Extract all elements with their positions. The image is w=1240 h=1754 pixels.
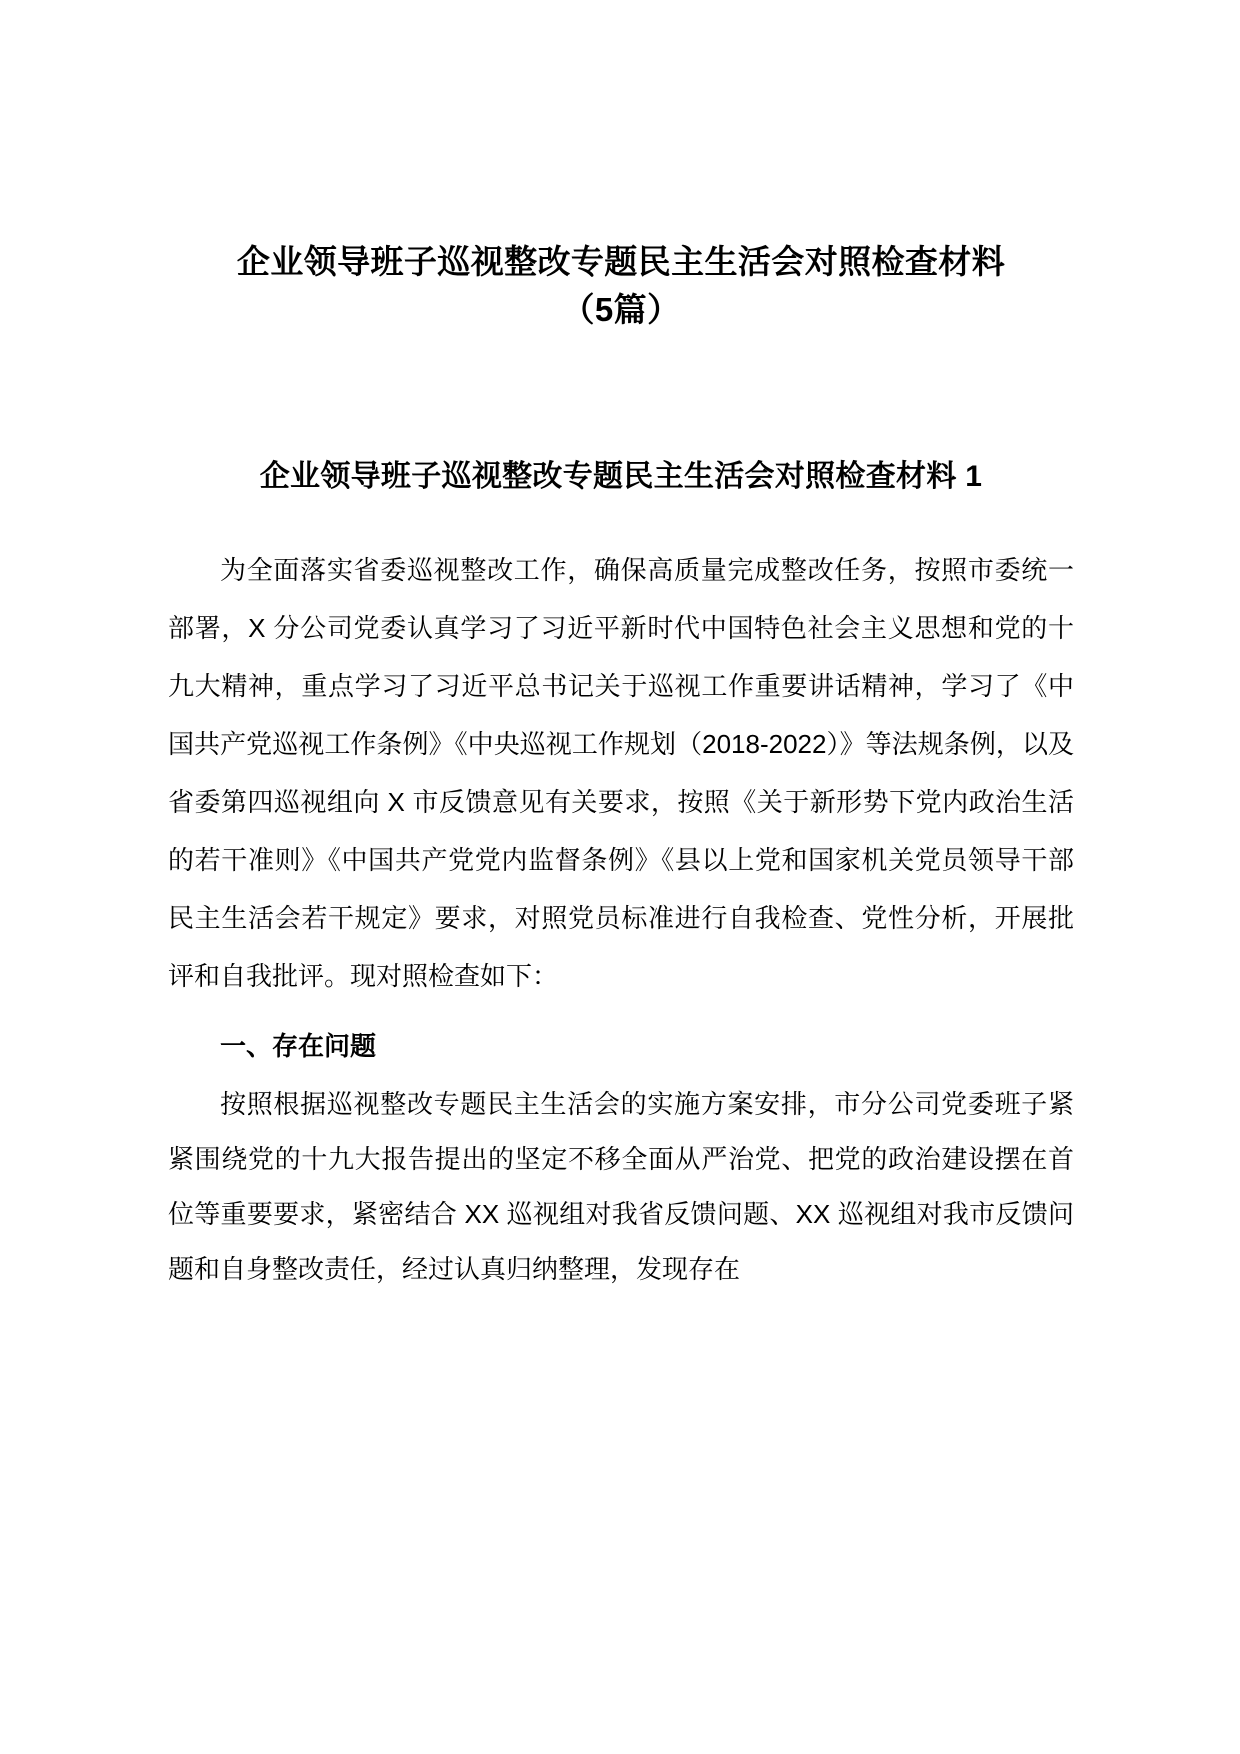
article-title: 企业领导班子巡视整改专题民主生活会对照检查材料 1 bbox=[259, 460, 983, 493]
intro-paragraph: 为全面落实省委巡视整改工作，确保高质量完成整改任务，按照市委统一部署，X 分公司党委认真学习了习近平新时代中国特色社会主义思想和党的十九大精神，重点学习了习近平总书记关于巡视工作重要讲话精神，学习了《中国共产党巡视工作条例》《中央巡视工作规划（2018-2022）》等法规条例，以及省委第四巡视组向 X 市反馈意见有关要求，按照《关于新形势下党内政治生活的若干准则》《中国共产党党内监督条例》《县以上党和国家机关党员领导干部民主生活会若干规定》要求，对照党员标准进行自我检查、党性分析，开展批评和自我批评。现对照检查如下： bbox=[168, 555, 1074, 991]
section-paragraph: 按照根据巡视整改专题民主生活会的实施方案安排，市分公司党委班子紧紧围绕党的十九大报告提出的坚定不移全面从严治党、把党的政治建设摆在首位等重要要求，紧密结合 XX 巡视组对我省反馈问题、XX 巡视组对我市反馈问题和自身整改责任，经过认真归纳整理，发现存在 bbox=[168, 1089, 1074, 1284]
document-title-line-1: 企业领导班子巡视整改专题民主生活会对照检查材料 bbox=[236, 243, 1006, 280]
section-heading-existing-problems: 一、存在问题 bbox=[220, 1031, 377, 1061]
document-content-column bbox=[168, 0, 1074, 1297]
document-title-line-2: （5篇） bbox=[561, 291, 681, 328]
document-title bbox=[168, 0, 1074, 334]
